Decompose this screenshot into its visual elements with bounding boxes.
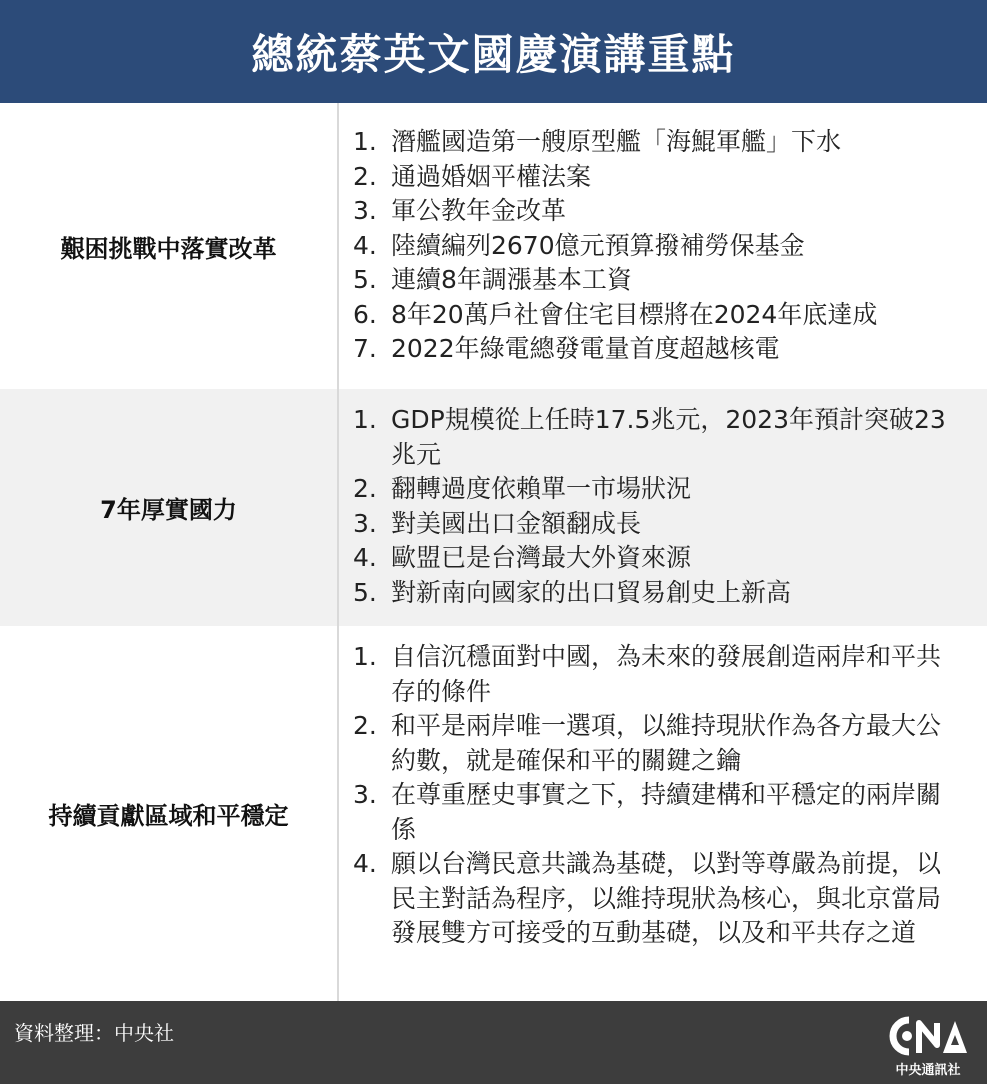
item-text: 和平是兩岸唯一選項，以維持現狀作為各方最大公約數，就是確保和平的關鍵之鑰: [391, 711, 942, 775]
section-national-strength: [0, 389, 987, 626]
list-item: [353, 847, 961, 951]
list-item: [353, 507, 961, 542]
item-text: 軍公教年金改革: [391, 196, 567, 225]
item-number: 2.: [353, 161, 377, 191]
section-label: 艱困挑戰中落實改革: [0, 103, 339, 389]
list-item: [353, 778, 961, 847]
item-number: 3.: [353, 196, 377, 225]
page-title: 總統蔡英文國慶演講重點: [251, 29, 736, 79]
item-text: 翻轉過度依賴單一市場狀況: [391, 474, 692, 503]
section-items: [339, 626, 987, 1001]
item-number: 2.: [353, 711, 377, 740]
list-item: [353, 472, 961, 507]
list-item: [353, 709, 961, 778]
logo-text: 中央通訊社: [895, 1063, 961, 1078]
item-number: 5.: [353, 265, 377, 294]
section-label: 7年厚實國力: [0, 389, 339, 626]
item-number: 1.: [353, 127, 377, 156]
item-number: 1.: [353, 405, 377, 434]
list-item: [353, 332, 961, 367]
list-item: [353, 263, 961, 298]
list-item: [353, 160, 961, 195]
item-text: 陸續編列2670億元預算撥補勞保基金: [391, 230, 805, 260]
item-text: 在尊重歷史事實之下，持續建構和平穩定的兩岸關係: [391, 780, 942, 844]
item-number: 4.: [353, 849, 377, 878]
item-number: 3.: [353, 508, 377, 538]
item-text: 自信沉穩面對中國，為未來的發展創造兩岸和平共存的條件: [391, 642, 942, 706]
list-item: [353, 541, 961, 576]
list-item: [353, 576, 961, 611]
item-number: 6.: [353, 299, 377, 329]
list-item: [353, 229, 961, 264]
list-item: [353, 298, 961, 333]
item-text: 2022年綠電總發電量首度超越核電: [391, 334, 780, 363]
list-item: [353, 403, 961, 472]
item-text: 潛艦國造第一艘原型艦「海鯤軍艦」下水: [391, 127, 842, 156]
item-number: 4.: [353, 230, 377, 260]
list-item: [353, 194, 961, 229]
list-item: [353, 125, 961, 160]
item-text: 8年20萬戶社會住宅目標將在2024年底達成: [391, 299, 878, 329]
section-regional-peace: [0, 626, 987, 1001]
item-list: [353, 125, 961, 367]
footer: [0, 1001, 987, 1084]
item-text: 通過婚姻平權法案: [391, 161, 592, 191]
item-number: 4.: [353, 543, 377, 572]
item-number: 5.: [353, 577, 377, 607]
section-items: [339, 389, 987, 626]
item-number: 2.: [353, 474, 377, 503]
item-number: 3.: [353, 780, 377, 809]
section-items: [339, 103, 987, 389]
item-text: GDP規模從上任時17.5兆元，2023年預計突破23兆元: [391, 405, 946, 469]
header-banner: [0, 0, 987, 103]
item-text: 願以台灣民意共識為基礎，以對等尊嚴為前提，以民主對話為程序，以維持現狀為核心，與北京當局發展雙方可接受的互動基礎，以及和平共存之道: [391, 849, 942, 947]
cna-logo-icon: [883, 1015, 973, 1077]
item-text: 歐盟已是台灣最大外資來源: [391, 543, 692, 572]
item-list: [353, 640, 961, 951]
cna-logo-mark-icon: [887, 1015, 971, 1057]
item-text: 對新南向國家的出口貿易創史上新高: [391, 577, 792, 607]
item-number: 1.: [353, 642, 377, 671]
list-item: [353, 640, 961, 709]
item-number: 7.: [353, 334, 377, 363]
item-text: 連續8年調漲基本工資: [391, 265, 632, 294]
item-list: [353, 403, 961, 610]
section-label: 持續貢獻區域和平穩定: [0, 626, 339, 1001]
item-text: 對美國出口金額翻成長: [391, 508, 642, 538]
section-reform: [0, 103, 987, 389]
source-credit: 資料整理：中央社: [14, 1021, 174, 1045]
